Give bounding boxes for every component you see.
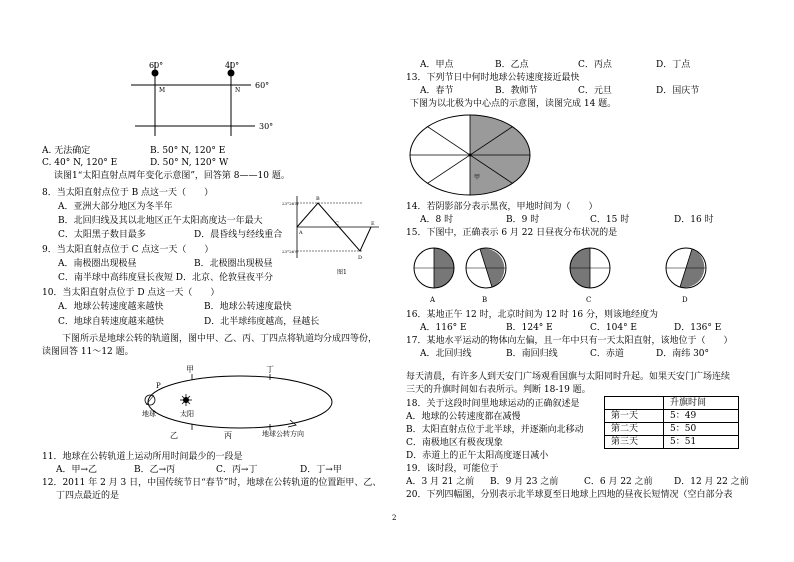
q11-option-a: A．甲→乙 <box>56 465 98 475</box>
q14-option-c: C．15 时 <box>590 215 630 225</box>
q13-option-a: A．春节 <box>420 86 454 96</box>
q10-stem: 10．当太阳直射点位于 D 点这一天（ ） <box>42 288 220 298</box>
q11-option-d: D．丁→甲 <box>300 465 342 475</box>
table-row <box>605 423 739 436</box>
flag-raising-table <box>604 396 739 449</box>
figure-1-subsolar-chart <box>283 192 383 276</box>
q13-option-d: D．国庆节 <box>656 86 700 96</box>
q18-option-c: C．南极地区有极夜现象 <box>406 438 503 448</box>
q16-option-d: D．136° E <box>674 323 722 333</box>
q16-option-b: B．124° E <box>506 323 553 333</box>
q12-option-d: D．丁点 <box>656 60 691 70</box>
q19-option-b: B．9 月 23 之前 <box>490 477 559 487</box>
intro-14: 下图为以北极为中心点的示意图，读图完成 14 题。 <box>410 99 617 109</box>
fig1-point-d: D <box>358 255 363 261</box>
lon-label-b: 40° <box>225 61 240 70</box>
table-corner <box>605 397 664 410</box>
lat-label-bottom: 30° <box>259 122 274 131</box>
q16-option-c: C．104° E <box>590 323 637 333</box>
orbit-label-earth: 地球 <box>142 410 156 418</box>
q9-option-cd: C．南半球中高纬度昼长夜短 D．北京、伦敦昼夜平分 <box>58 273 273 283</box>
intro-18-19-line1: 每天清晨，有许多人到天安门广场观看国旗与太阳同时升起。如果天安门广场连续 <box>406 372 731 382</box>
q11-option-c: C．丙→丁 <box>216 465 258 475</box>
q17-option-c: C．赤道 <box>590 349 624 359</box>
q9-option-b: B．北极圈出现极昼 <box>194 259 273 269</box>
intro-11-12-line1: 下图所示是地球公转的轨道图，图中甲、乙、丙、丁四点将轨道均分成四等份， <box>62 334 378 344</box>
fig1-point-a: A <box>299 230 303 236</box>
orbit-figure <box>140 362 350 442</box>
q12-line1: 12．2011 年 2 月 3 日，中国传统节日“春节”时，地球在公转轨道的位置距甲、乙、 <box>42 478 382 488</box>
q18-option-b: B．太阳直射点位于北半球，并逐渐向北移动 <box>406 425 584 435</box>
q20-stem: 20．下列四幅图，分别表示北半球夏至日地球上四地的昼夜长短情况（空白部分表 <box>406 490 733 500</box>
q7-option-d: D. 50° N, 120° W <box>150 158 229 168</box>
orbit-label-bing: 丙 <box>224 431 232 440</box>
q14-option-b: B．9 时 <box>506 215 540 225</box>
q18-option-a: A．地球的公转速度都在减慢 <box>406 412 521 422</box>
q19-option-d: D．12 月 22 之前 <box>674 477 749 487</box>
table-row <box>605 436 739 449</box>
globe-d <box>664 244 708 304</box>
globe-a-label: A <box>430 296 436 304</box>
q19-stem: 19．该时段，可能位于 <box>406 464 499 474</box>
table-cell-day: 第三天 <box>605 436 664 449</box>
fig1-lat-n: 23°26′N <box>282 201 299 206</box>
intro-18-19-line2: 三天的升旗时间如右表所示。判断 18-19 题。 <box>406 385 591 395</box>
point-m-label: M <box>159 87 166 94</box>
q17-stem: 17．某地水平运动的物体向左偏，且一年中只有一天太阳直射，该地位于（ ） <box>406 336 733 346</box>
fig1-point-e: E <box>371 221 375 227</box>
q8-option-a: A．亚洲大部分地区为冬半年 <box>58 202 173 212</box>
lat-lon-grid-figure <box>125 58 285 138</box>
table-header-row <box>605 397 739 410</box>
intro-8-10: 读图1“太阳直射点周年变化示意图”，回答第 8——10 题。 <box>54 171 290 181</box>
q17-option-b: B．南回归线 <box>506 349 558 359</box>
q18-option-d: D．赤道上的正午太阳高度逐日减小 <box>406 451 549 461</box>
polar-label-jia: 甲 <box>474 174 481 181</box>
table-cell-time: 5：49 <box>664 410 739 423</box>
fig1-point-b: B <box>316 196 320 202</box>
q13-option-c: C．元旦 <box>578 86 612 96</box>
q10-option-c: C．地球自转速度越来越快 <box>58 317 164 327</box>
globe-b-label: B <box>482 296 488 304</box>
orbit-label-p: P <box>156 382 161 390</box>
q17-option-d: D．南纬 30° <box>656 349 710 359</box>
q14-option-a: A．8 时 <box>420 215 454 225</box>
lat-label-top: 60° <box>255 81 270 90</box>
q19-option-a: A．3 月 21 之前 <box>406 477 475 487</box>
lon-label-a: 60° <box>149 61 164 70</box>
q8-stem: 8．当太阳直射点位于 B 点这一天（ ） <box>42 188 214 198</box>
page-number: 2 <box>392 514 397 522</box>
q13-option-b: B．教师节 <box>495 86 538 96</box>
orbit-label-direction: 地球公转方向 <box>262 430 304 438</box>
q16-option-a: A．116° E <box>420 323 467 333</box>
q17-option-a: A．北回归线 <box>420 349 472 359</box>
q12-option-c: C．丙点 <box>578 60 612 70</box>
polar-figure <box>408 113 532 197</box>
point-n-label: N <box>235 87 241 94</box>
q7-option-c: C. 40° N, 120° E <box>42 158 118 168</box>
q11-stem: 11．地球在公转轨道上运动所用时间最少的一段是 <box>42 452 243 462</box>
q16-stem: 16．某地正午 12 时，北京时间为 12 时 16 分，则该地经度为 <box>406 310 658 320</box>
table-row <box>605 410 739 423</box>
orbit-label-yi: 乙 <box>170 431 178 440</box>
table-cell-time: 5：50 <box>664 423 739 436</box>
q7-option-a: A. 无法确定 <box>42 146 91 156</box>
q18-stem: 18．关于这段时间里地球运动的正确叙述是 <box>406 399 580 409</box>
table-cell-time: 5：51 <box>664 436 739 449</box>
globe-b <box>464 244 508 304</box>
fig1-point-c: C <box>335 221 339 227</box>
q15-stem: 15．下图中，正确表示 6 月 22 日昼夜分布状况的是 <box>406 228 618 238</box>
globe-c <box>568 244 612 304</box>
q10-option-d: D．北半球纬度越高，昼越长 <box>204 317 320 327</box>
table-cell-day: 第一天 <box>605 410 664 423</box>
q9-stem: 9．当太阳直射点位于 C 点这一天（ ） <box>42 245 214 255</box>
table-cell-day: 第二天 <box>605 423 664 436</box>
q9-option-a: A．南极圈出现极昼 <box>58 259 137 269</box>
q13-stem: 13．下列节日中何时地球公转速度接近最快 <box>406 73 580 83</box>
globe-a <box>412 244 456 304</box>
orbit-label-sun: 太阳 <box>180 410 194 418</box>
fig1-caption: 图1 <box>337 269 347 276</box>
fig1-lat-s: 23°26′S <box>282 249 298 254</box>
q10-option-a: A．地球公转速度越来越快 <box>58 302 164 312</box>
q11-option-b: B．乙→丙 <box>134 465 176 475</box>
orbit-label-ding: 丁 <box>266 365 274 374</box>
q14-option-d: D．16 时 <box>674 215 714 225</box>
q8-option-b: B．北回归线及其以北地区正午太阳高度达一年最大 <box>58 216 263 226</box>
q12-option-a: A．甲点 <box>420 60 454 70</box>
globe-c-label: C <box>586 296 592 304</box>
sun-icon <box>180 394 192 406</box>
q7-option-b: B. 50° N, 120° E <box>150 146 226 156</box>
q10-option-b: B．地球公转速度最快 <box>204 302 292 312</box>
table-header: 升旗时间 <box>664 397 739 410</box>
q19-option-c: C．6 月 22 之前 <box>584 477 653 487</box>
q8-option-c: C．太阳黑子数目最多 <box>58 230 146 240</box>
q12-option-b: B．乙点 <box>495 60 529 70</box>
intro-11-12-line2: 读图回答 11～12 题。 <box>42 347 134 357</box>
q12-line2: 丁四点最近的是 <box>56 491 120 501</box>
q14-stem: 14．若阴影部分表示黑夜，甲地时间为（ ） <box>406 202 598 212</box>
q8-option-d: D．晨昏线与经线重合 <box>194 230 283 240</box>
orbit-label-jia: 甲 <box>186 365 194 374</box>
globe-d-label: D <box>682 296 688 304</box>
